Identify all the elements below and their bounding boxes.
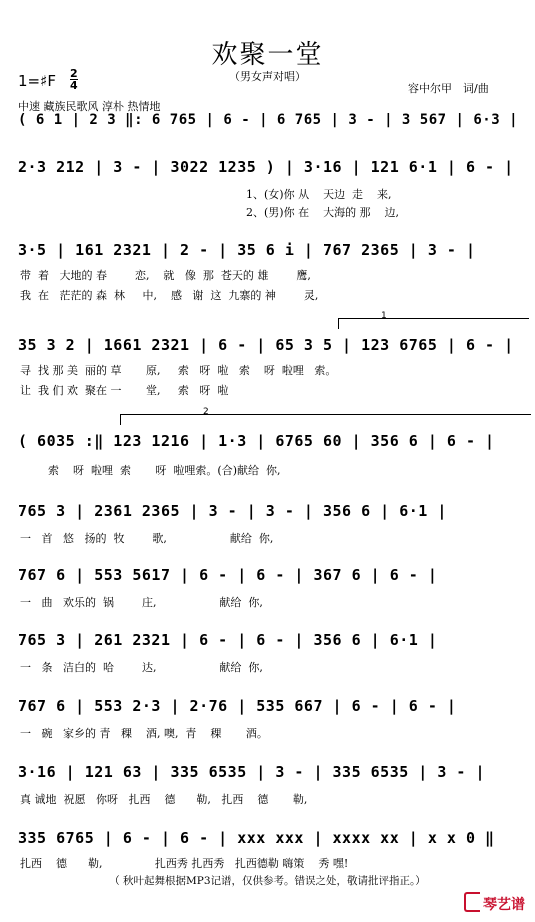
lyric-verse-1: 寻 找 那 美 丽的 草 原, 索 呀 啦 索 呀 啦哩 索。 [20,364,337,377]
key-signature: 1=♯F [18,72,56,90]
notation: 35 3 2 | 1661 2321 | 6 - | 65 3 5 | 123 6765 | 6 - | [18,336,514,354]
notation: 2·3 212 | 3 - | 3022 1235 ) | 3·16 | 121 6·1 | 6 - | [18,158,514,176]
lyric-chorus: 一 碗 家乡的 青 稞 酒, 噢, 青 稞 酒。 [20,727,268,740]
lyric-verse-1: 带 着 大地的 春 恋, 就 像 那 苍天的 雄 鹰, [20,269,311,282]
time-signature-top: 2 [70,67,78,80]
time-signature [70,68,78,91]
lyric-chorus: 一 曲 欢乐的 锅 庄, 献给 你, [20,596,263,609]
logo-icon [464,892,480,912]
logo-text: 琴艺谱 [483,897,525,913]
notation: ( 6035 :‖ 123 1216 | 1·3 | 6765 60 | 356 6 | 6 - | [18,432,495,450]
site-logo [464,892,525,914]
time-signature-bottom: 4 [70,79,78,92]
lyric-verse-2: 2、(男)你 在 大海的 那 边, [246,206,400,219]
volta-number: 1 [381,311,387,321]
notation: 765 3 | 2361 2365 | 3 - | 3 - | 356 6 | 6·1 | [18,502,447,520]
lyric-chorus: 索 呀 啦哩 索 呀 啦哩索。(合)献给 你, [20,464,281,477]
credit: 容中尔甲 词/曲 [408,82,489,95]
volta-bracket-1 [338,311,529,329]
tempo-marking: 中速 藏族民歌风 淳朴 热情地 [18,100,161,113]
song-subtitle: （男女声对唱） [229,70,306,83]
lyric-chorus: 扎西 德 勒, 扎西秀 扎西秀 扎西德勒 嗨策 秀 嘿! [20,857,349,870]
volta-bracket-2 [120,407,531,425]
notation: 767 6 | 553 2·3 | 2·76 | 535 667 | 6 - | 6 - | [18,697,457,715]
lyric-chorus: 一 首 悠 扬的 牧 歌, 献给 你, [20,532,274,545]
footer-note: （ 秋叶起舞根据MP3记谱，仅供参考。错误之处，敬请批评指正。） [109,875,426,887]
song-title: 欢聚一堂 [211,40,324,70]
lyric-chorus: 一 条 洁白的 哈 达, 献给 你, [20,661,263,674]
lyric-chorus: 真 诚地 祝愿 你呀 扎西 德 勒, 扎西 德 勒, [20,793,308,806]
notation: 335 6765 | 6 - | 6 - | xxx xxx | xxxx xx | x x 0 ‖ [18,829,495,847]
lyric-verse-2: 我 在 茫茫的 森 林 中, 感 谢 这 九寨的 神 灵, [20,289,319,302]
notation: 767 6 | 553 5617 | 6 - | 6 - | 367 6 | 6 - | [18,566,438,584]
lyric-verse-1: 1、(女)你 从 天边 走 来, [246,188,392,201]
volta-number: 2 [203,407,209,417]
lyric-verse-2: 让 我 们 欢 聚在 一 堂, 索 呀 啦 [20,384,229,397]
notation: ( 6 1 | 2 3 ‖: 6 765 | 6 - | 6 765 | 3 - | 3 567 | 6·3 | [18,112,519,128]
notation: 3·16 | 121 63 | 335 6535 | 3 - | 335 6535 | 3 - | [18,763,486,781]
notation: 765 3 | 261 2321 | 6 - | 6 - | 356 6 | 6·1 | [18,631,438,649]
notation: 3·5 | 161 2321 | 2 - | 35 6 i | 767 2365 | 3 - | [18,241,476,259]
